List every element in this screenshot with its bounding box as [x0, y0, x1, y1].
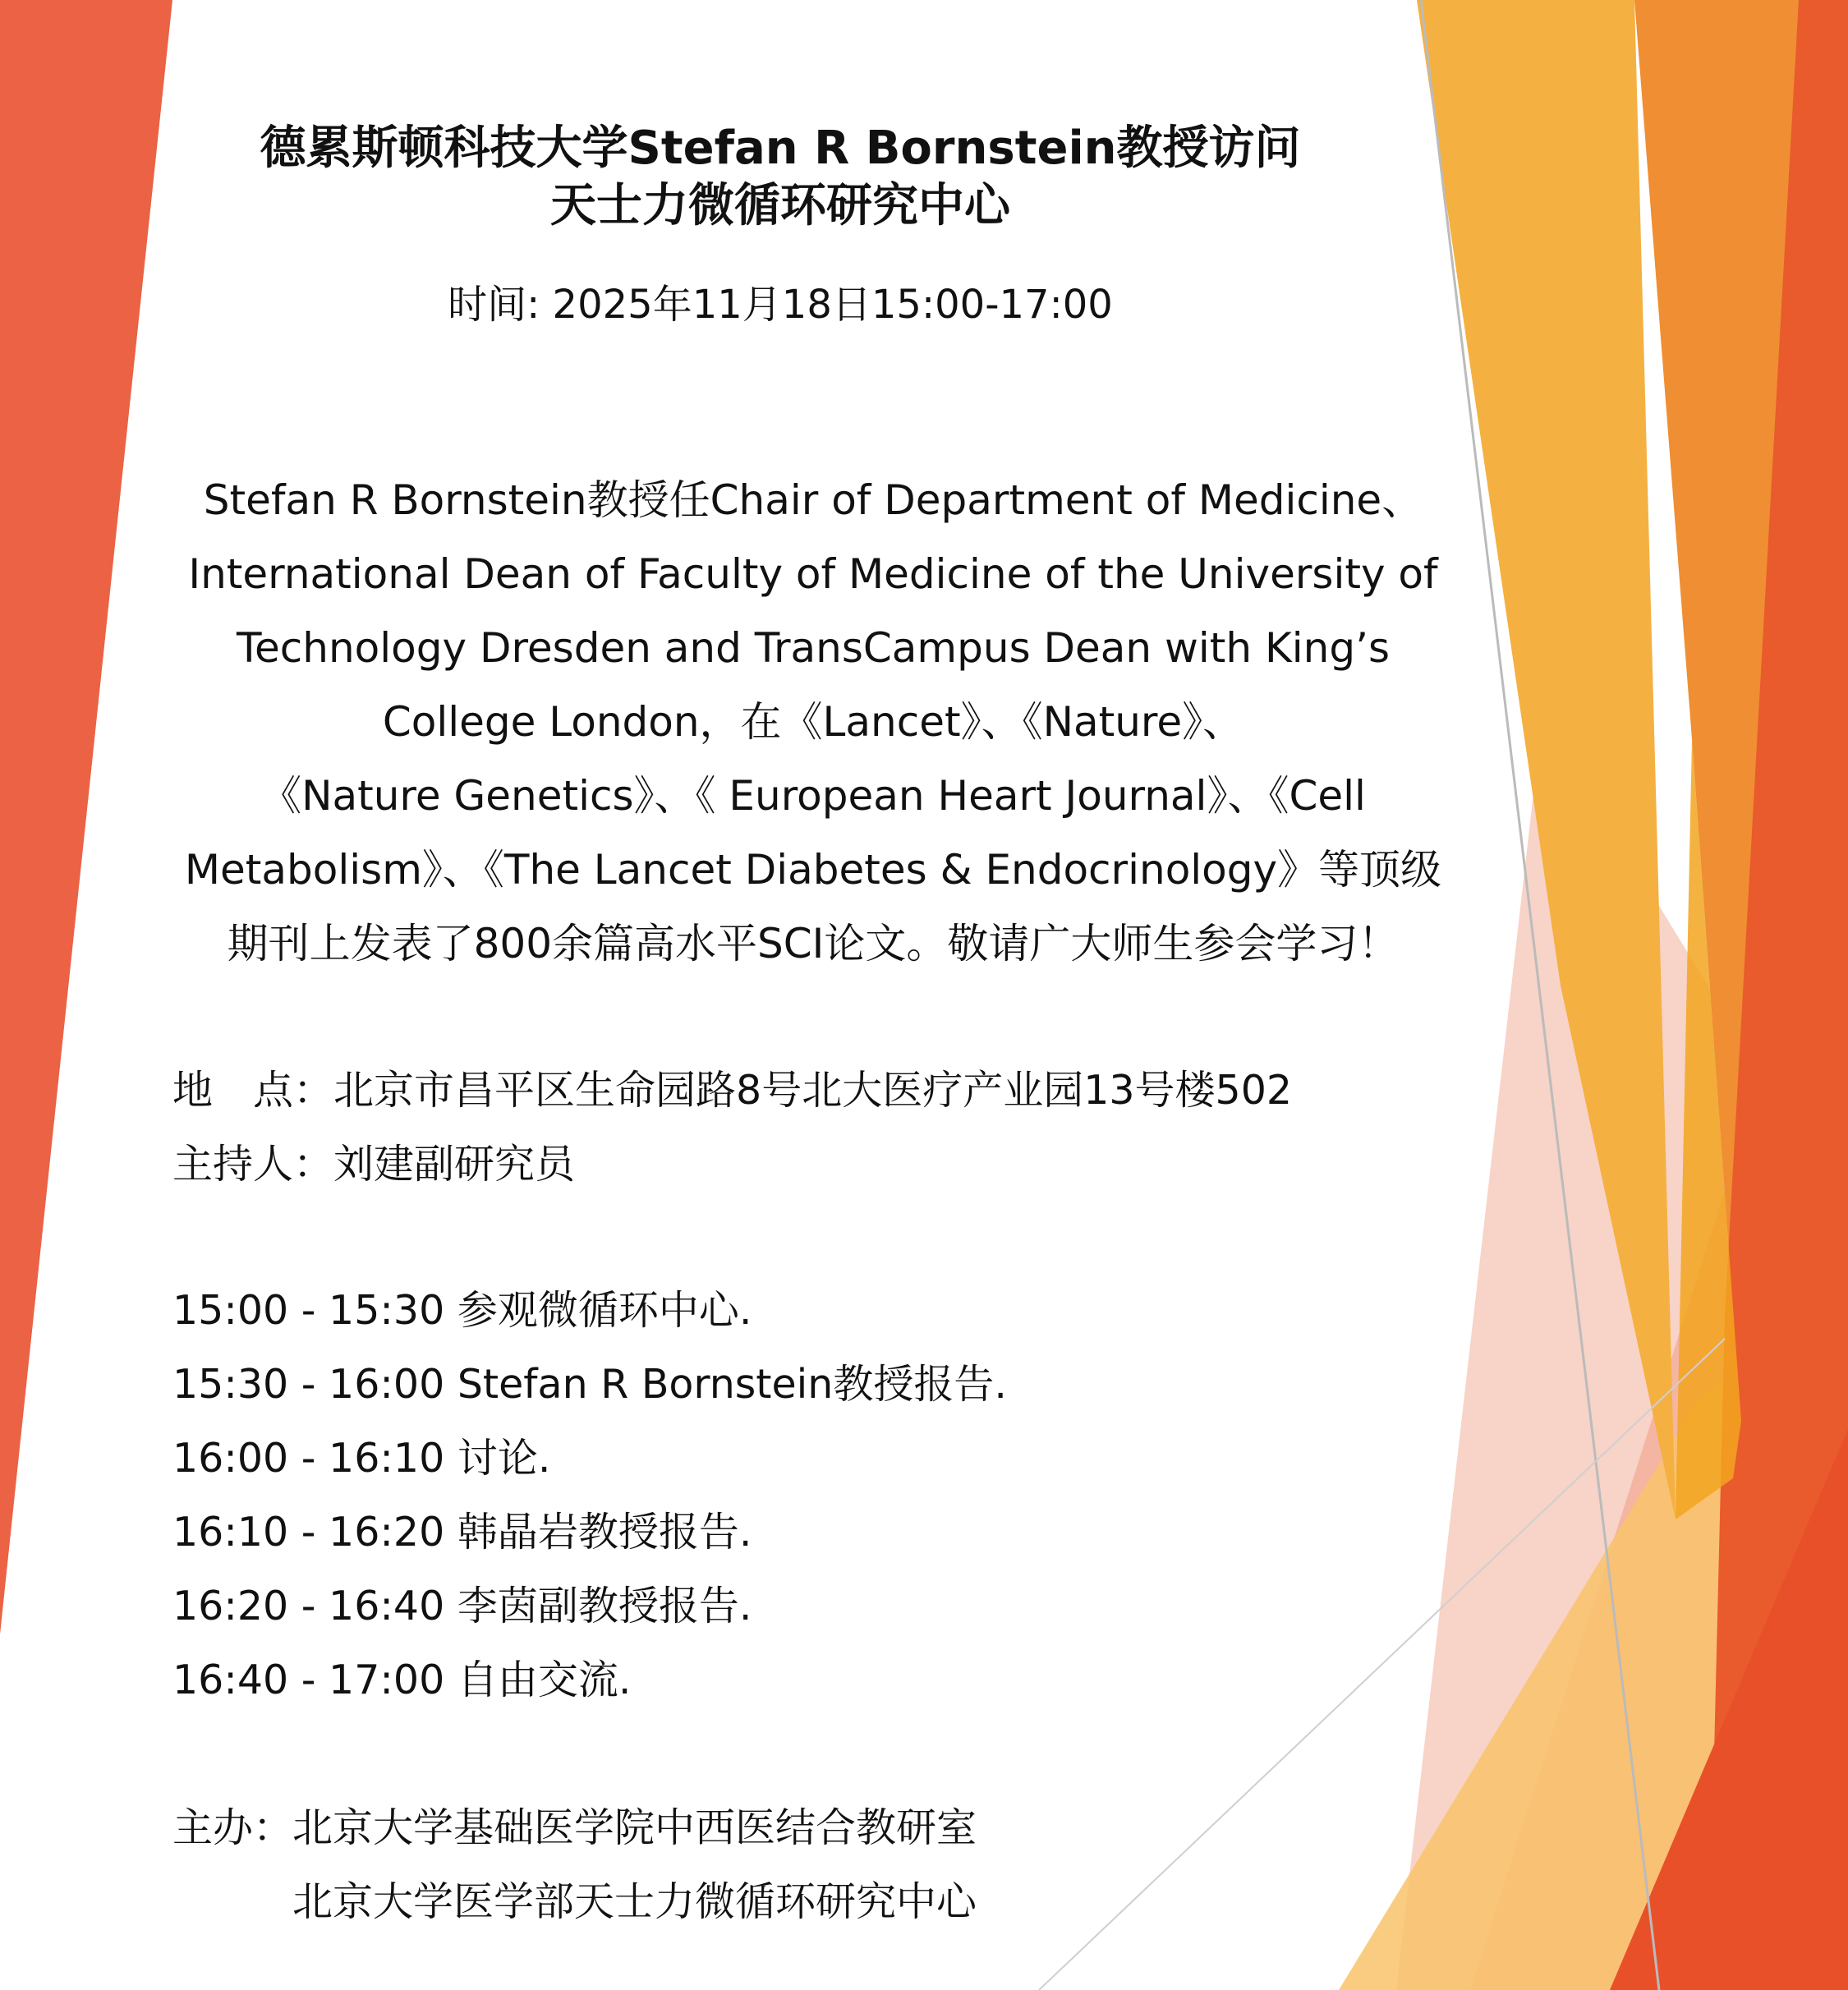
- intro-line: College London，在《Lancet》、《Nature》、: [382, 698, 1244, 746]
- schedule-item: 16:10 - 16:20 韩晶岩教授报告.: [172, 1509, 752, 1556]
- organizer-label: 主办：: [172, 1804, 294, 1851]
- intro-line: International Dean of Faculty of Medicine of the University of: [188, 550, 1438, 598]
- location-label: 地 点：: [172, 1067, 334, 1114]
- schedule-item: 16:40 - 17:00 自由交流.: [172, 1657, 632, 1703]
- location-value: 北京市昌平区生命园路8号北大医疗产业园13号楼502: [333, 1067, 1293, 1114]
- title-line-2: 天士力微循环研究中心: [550, 179, 1010, 232]
- intro-line: Metabolism》、《The Lancet Diabetes & Endocrinology》等顶级: [184, 846, 1442, 894]
- intro-line: Stefan R Bornstein教授任Chair of Department of Medicine、: [203, 476, 1423, 524]
- schedule-item: 15:30 - 16:00 Stefan R Bornstein教授报告.: [172, 1361, 1007, 1408]
- event-time: 时间: 2025年11月18日15:00-17:00: [448, 282, 1113, 328]
- intro-line: Technology Dresden and TransCampus Dean with King’s: [236, 624, 1391, 672]
- organizer-item: 北京大学基础医学院中西医结合教研室: [292, 1804, 977, 1851]
- intro-line: 期刊上发表了800余篇高水平SCI论文。敬请广大师生参会学习！: [227, 920, 1400, 967]
- intro-line: 《Nature Genetics》、《 European Heart Journal》、《Cell: [260, 772, 1366, 820]
- schedule-item: 15:00 - 15:30 参观微循环中心.: [172, 1287, 752, 1334]
- schedule-item: 16:20 - 16:40 李茵副教授报告.: [172, 1583, 752, 1629]
- host-label: 主持人：: [172, 1141, 334, 1188]
- host-value: 刘建副研究员: [333, 1141, 576, 1188]
- title-line-1: 德累斯顿科技大学Stefan R Bornstein教授访问: [260, 122, 1301, 175]
- location-row: [172, 1064, 1292, 1117]
- schedule-item: 16:00 - 16:10 讨论.: [172, 1435, 551, 1482]
- host-row: [172, 1138, 575, 1191]
- organizer-item: 北京大学医学部天士力微循环研究中心: [292, 1878, 977, 1925]
